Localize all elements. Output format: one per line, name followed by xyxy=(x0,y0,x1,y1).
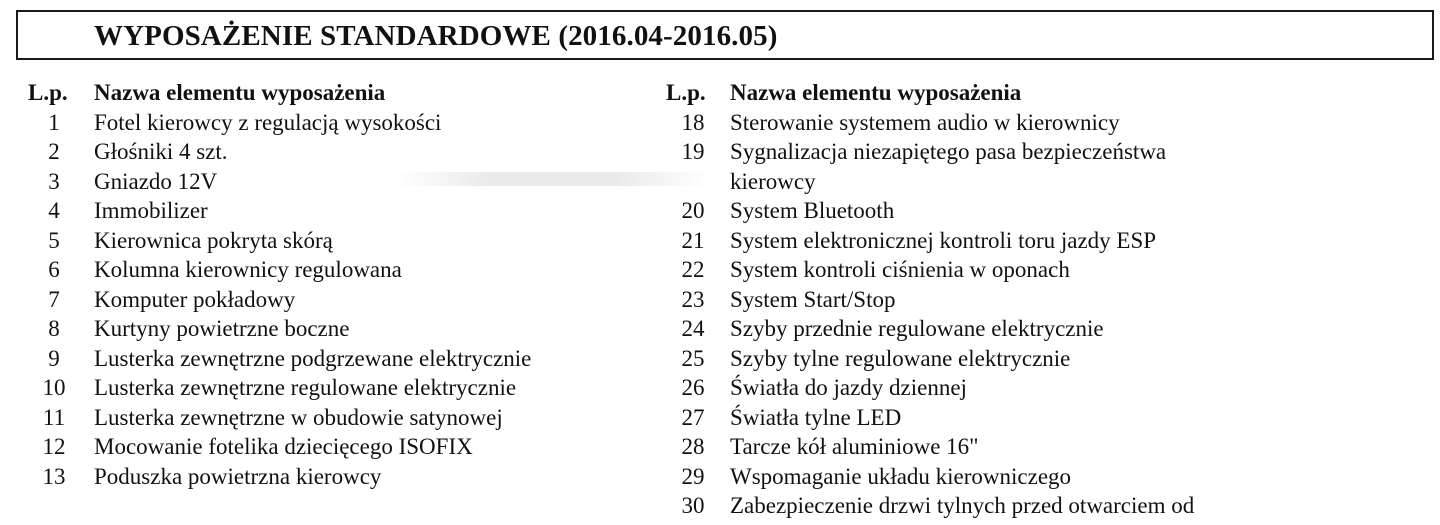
list-item xyxy=(0,344,660,374)
list-item xyxy=(0,403,660,433)
item-number: 21 xyxy=(681,227,705,253)
item-number: 22 xyxy=(681,257,705,282)
item-number: 5 xyxy=(48,227,60,253)
item-name: Wspomaganie układu kierowniczego xyxy=(730,463,1072,489)
list-item xyxy=(0,462,660,492)
item-number: 6 xyxy=(48,257,60,282)
list-item xyxy=(0,137,660,167)
item-name: Sterowanie systemem audio w kierownicy xyxy=(730,109,1120,135)
list-item xyxy=(660,491,1440,521)
item-number: 30 xyxy=(681,493,705,518)
lp-header: L.p. xyxy=(666,80,706,105)
list-item xyxy=(0,167,660,197)
list-item xyxy=(0,196,660,226)
list-item xyxy=(660,403,1440,433)
item-number: 26 xyxy=(681,375,705,400)
right-rows xyxy=(660,108,1440,521)
list-item xyxy=(0,108,660,138)
item-name: Kierownica pokryta skórą xyxy=(94,227,333,253)
item-name: Głośniki 4 szt. xyxy=(94,139,228,164)
list-item xyxy=(0,373,660,403)
item-name: Szyby przednie regulowane elektrycznie xyxy=(730,316,1104,341)
item-number: 9 xyxy=(48,345,60,371)
item-number: 13 xyxy=(42,463,66,489)
item-name: Kolumna kierownicy regulowana xyxy=(94,257,402,282)
list-item xyxy=(0,432,660,462)
item-number: 25 xyxy=(681,345,705,371)
list-item xyxy=(660,462,1440,492)
list-item xyxy=(660,285,1440,315)
title-box xyxy=(16,10,1434,60)
left-rows xyxy=(0,108,660,492)
item-name: Poduszka powietrzna kierowcy xyxy=(94,463,382,489)
item-name: Mocowanie fotelika dziecięcego ISOFIX xyxy=(94,434,473,459)
item-name: Kurtyny powietrzne boczne xyxy=(94,316,350,341)
item-number: 10 xyxy=(42,375,66,400)
item-name: System kontroli ciśnienia w oponach xyxy=(730,257,1070,282)
list-header-left xyxy=(0,78,660,108)
item-name: Lusterka zewnętrzne w obudowie satynowej xyxy=(94,404,503,430)
list-item xyxy=(660,344,1440,374)
item-name: Światła tylne LED xyxy=(730,404,902,430)
list-item xyxy=(0,255,660,285)
item-number: 23 xyxy=(681,286,705,312)
item-number: 27 xyxy=(681,404,705,430)
item-name: Światła do jazdy dziennej xyxy=(730,375,967,400)
equipment-list-right xyxy=(660,78,1440,521)
list-item xyxy=(660,373,1440,403)
item-number: 8 xyxy=(48,316,60,341)
item-name: Komputer pokładowy xyxy=(94,286,296,312)
item-name: Sygnalizacja niezapiętego pasa bezpieczeństwa kierowcy xyxy=(730,139,1167,194)
item-number: 20 xyxy=(681,198,705,223)
item-number: 7 xyxy=(48,286,60,312)
page-title: WYPOSAŻENIE STANDARDOWE (2016.04-2016.05) xyxy=(94,20,778,52)
list-item xyxy=(660,314,1440,344)
item-number: 29 xyxy=(681,463,705,489)
list-item xyxy=(0,226,660,256)
list-item xyxy=(660,432,1440,462)
item-number: 24 xyxy=(681,316,705,341)
item-number: 3 xyxy=(48,168,60,194)
name-header: Nazwa elementu wyposażenia xyxy=(730,80,1022,105)
equipment-list-left xyxy=(0,78,660,491)
name-header: Nazwa elementu wyposażenia xyxy=(94,80,386,105)
item-name: System Start/Stop xyxy=(730,286,896,312)
item-number: 4 xyxy=(48,198,60,223)
list-item xyxy=(660,108,1440,138)
list-header-right xyxy=(660,78,1440,108)
item-name: Lusterka zewnętrzne podgrzewane elektrycznie xyxy=(94,345,532,371)
list-item xyxy=(660,226,1440,256)
item-number: 2 xyxy=(48,139,60,164)
item-number: 12 xyxy=(42,434,66,459)
item-name: Szyby tylne regulowane elektrycznie xyxy=(730,345,1071,371)
item-name: Gniazdo 12V xyxy=(94,168,218,194)
item-number: 11 xyxy=(42,404,66,430)
item-name: Zabezpieczenie drzwi tylnych przed otwarciem od xyxy=(730,493,1195,518)
item-number: 18 xyxy=(681,109,705,135)
item-number: 19 xyxy=(681,139,705,164)
item-name: Lusterka zewnętrzne regulowane elektrycznie xyxy=(94,375,517,400)
item-name: Fotel kierowcy z regulacją wysokości xyxy=(94,109,442,135)
list-item xyxy=(660,255,1440,285)
item-number: 28 xyxy=(681,434,705,459)
list-item xyxy=(0,285,660,315)
item-name: System elektronicznej kontroli toru jazdy ESP xyxy=(730,227,1157,253)
item-number: 1 xyxy=(48,109,60,135)
list-item xyxy=(660,137,1440,196)
item-name: System Bluetooth xyxy=(730,198,895,223)
item-name: Immobilizer xyxy=(94,198,208,223)
lp-header: L.p. xyxy=(28,80,68,105)
item-name: Tarcze kół aluminiowe 16" xyxy=(730,434,979,459)
list-item xyxy=(0,314,660,344)
list-item xyxy=(660,196,1440,226)
